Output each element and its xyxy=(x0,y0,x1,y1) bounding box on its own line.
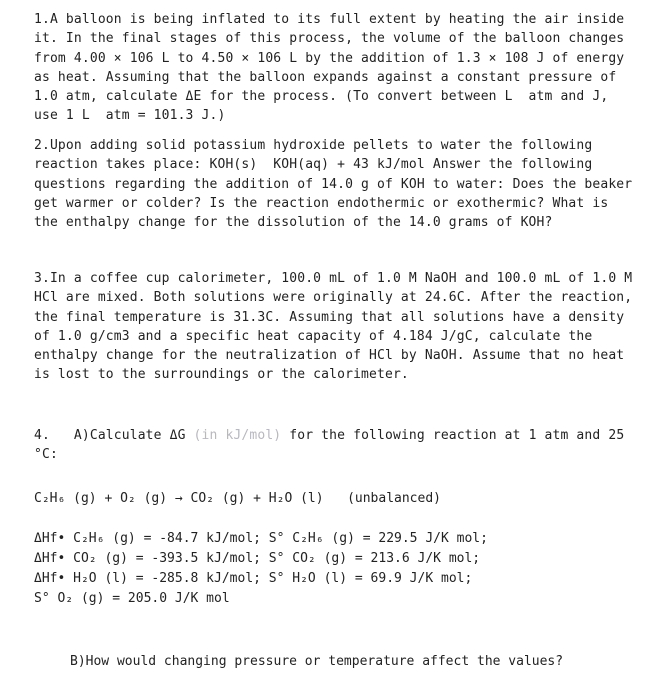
question-3: 3.In a coffee cup calorimeter, 100.0 mL of 1.0 M NaOH and 100.0 mL of 1.0 M HCl are mixed. Both solutions were originally at 24.6C. After the reaction, the final temperature is 31.3C. Assuming that all solutions have a density of 1.0 g/cm3 and a specific heat capacity of 4.184 J/gC, calculate the enthalpy change for the neutralization of HCl by NaOH. Assume that no heat is lost to the surroundings or the calorimeter. xyxy=(34,271,641,383)
data-line: S° O₂ (g) = 205.0 J/K mol xyxy=(34,591,230,606)
question-4a-suffix: for the following reaction at 1 atm and 25 °C: xyxy=(34,428,633,463)
question-4a-units: (in kJ/mol) xyxy=(185,428,282,443)
question-1: 1.A balloon is being inflated to its full extent by heating the air inside it. In the final stages of this process, the volume of the balloon changes from 4.00 × 106 L to 4.50 × 106 L by the addition of 1.3 × 108 J of energy as heat. Assuming that the balloon expands against a constant pressure of 1.0 atm, calculate ΔE for the process. (To convert between L atm and J, use 1 L atm = 101.3 J.) xyxy=(34,12,633,124)
data-line: ΔHf• CO₂ (g) = -393.5 kJ/mol; S° CO₂ (g) = 213.6 J/K mol; xyxy=(34,551,481,566)
data-line: ΔHf• H₂O (l) = -285.8 kJ/mol; S° H₂O (l) = 69.9 J/K mol; xyxy=(34,571,473,586)
reaction-equation: C₂H₆ (g) + O₂ (g) → CO₂ (g) + H₂O (l) (unbalanced) xyxy=(34,491,441,506)
question-4a-prefix: 4. A)Calculate ΔG xyxy=(34,428,186,443)
data-line: ΔHf• C₂H₆ (g) = -84.7 kJ/mol; S° C₂H₆ (g) = 229.5 J/K mol; xyxy=(34,531,488,546)
question-4b: B)How would changing pressure or temperature affect the values? xyxy=(70,654,564,669)
question-2: 2.Upon adding solid potassium hydroxide pellets to water the following reaction takes place: KOH(s) KOH(aq) + 43 kJ/mol Answer the following questions regarding the addition of 14.0 g of KOH to water: Does the beaker get warmer or colder? Is the reaction endothermic or exothermic? What is the enthalpy change for the dissolution of the 14.0 grams of KOH? xyxy=(34,138,641,231)
question-4a xyxy=(34,426,634,465)
